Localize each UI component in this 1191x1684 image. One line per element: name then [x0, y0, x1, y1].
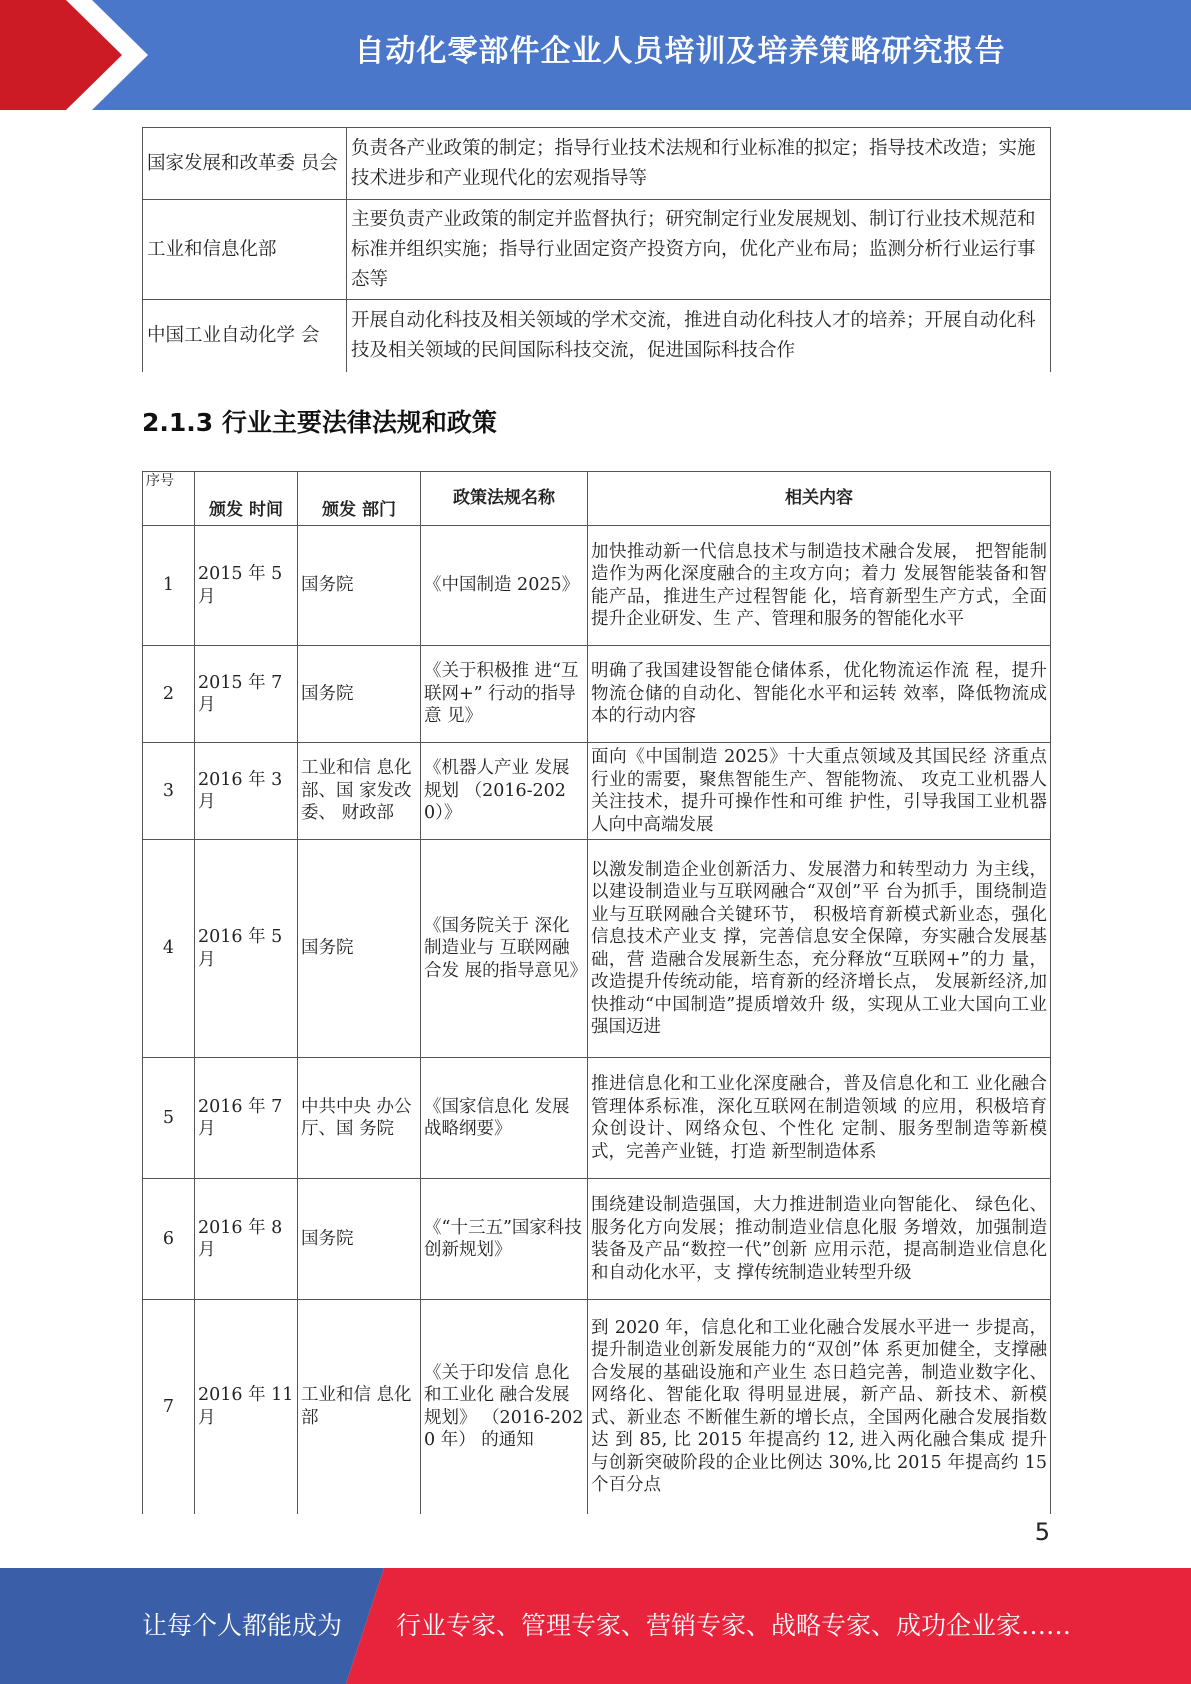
footer-slogan-left: 让每个人都能成为 [142, 1611, 343, 1640]
table-row [143, 1179, 1051, 1300]
table-row [143, 646, 1051, 743]
duty-cell: 负责各产业政策的制定；指导行业技术法规和行业标准的拟定；指导技术改造；实施技术进步和产业现代化的宏观指导等 [347, 128, 1051, 200]
header-seq: 序号 [143, 472, 195, 526]
row-number: 6 [143, 1179, 195, 1300]
header-name: 政策法规名称 [421, 472, 588, 526]
row-number: 7 [143, 1300, 195, 1514]
header-content: 相关内容 [588, 472, 1051, 526]
org-cell: 工业和信息化部 [143, 200, 347, 300]
table-header-row [143, 472, 1051, 526]
org-cell: 国家发展和改革委 员会 [143, 128, 347, 200]
row-content: 到 2020 年，信息化和工业化融合发展水平进一 步提高，提升制造业创新发展能力的“双创”体 系更加健全，支撑融合发展的基础设施和产业生 态日趋完善，制造业数字化、网络化、智能化取 得明显进展，新产品、新技术、新模式、新业态 不断催生新的增长点，全国两化融合发展指数达 到 85, 比 2015 年提高约 12, 进入两化融合集成 提升与创新突破阶段的企业比例达 30%,比 2015 年提高约 15 个百分点 [588, 1300, 1051, 1514]
row-time: 2016 年 3 月 [195, 743, 298, 840]
row-number: 5 [143, 1058, 195, 1179]
footer-slogan-right: 行业专家、管理专家、营销专家、战略专家、成功企业家…… [396, 1611, 1072, 1640]
row-time: 2015 年 7 月 [195, 646, 298, 743]
table-row [143, 743, 1051, 840]
table-row [143, 300, 1051, 372]
row-dept: 工业和信 息化部 [298, 1300, 421, 1514]
row-time: 2016 年 11 月 [195, 1300, 298, 1514]
table-row [143, 840, 1051, 1058]
row-time: 2015 年 5 月 [195, 526, 298, 646]
table-row [143, 1300, 1051, 1514]
section-heading: 2.1.3 行业主要法律法规和政策 [142, 408, 497, 437]
row-dept: 中共中央 办公厅、国 务院 [298, 1058, 421, 1179]
row-name: 《关于印发信 息化和工业化 融合发展规划》 （2016-2020 年） 的通知 [421, 1300, 588, 1514]
row-dept: 国务院 [298, 1179, 421, 1300]
row-content: 明确了我国建设智能仓储体系，优化物流运作流 程，提升物流仓储的自动化、智能化水平和运转 效率，降低物流成本的行动内容 [588, 646, 1051, 743]
page-footer [0, 1568, 1191, 1684]
responsibility-table [142, 127, 1051, 372]
header-time: 颁发 时间 [195, 472, 298, 526]
row-content: 面向《中国制造 2025》十大重点领域及其国民经 济重点行业的需要，聚焦智能生产、智能物流、 攻克工业机器人关注技术，提升可操作性和可维 护性，引导我国工业机器人向中高端发展 [588, 743, 1051, 840]
row-name: 《“十三五”国家科技创新规划》 [421, 1179, 588, 1300]
header-dept: 颁发 部门 [298, 472, 421, 526]
table-row [143, 1058, 1051, 1179]
row-dept: 国务院 [298, 646, 421, 743]
row-name: 《机器人产业 发展规划 （2016-2020）》 [421, 743, 588, 840]
org-cell: 中国工业自动化学 会 [143, 300, 347, 372]
duty-cell: 主要负责产业政策的制定并监督执行；研究制定行业发展规划、制订行业技术规范和标准并组织实施；指导行业固定资产投资方向，优化产业布局；监测分析行业运行事态等 [347, 200, 1051, 300]
duty-cell: 开展自动化科技及相关领域的学术交流，推进自动化科技人才的培养；开展自动化科技及相关领域的民间国际科技交流，促进国际科技合作 [347, 300, 1051, 372]
table-row [143, 200, 1051, 300]
row-dept: 工业和信 息化部、国 家发改委、 财政部 [298, 743, 421, 840]
row-name: 《中国制造 2025》 [421, 526, 588, 646]
table-row [143, 526, 1051, 646]
table-row [143, 128, 1051, 200]
row-content: 以激发制造企业创新活力、发展潜力和转型动力 为主线，以建设制造业与互联网融合“双创”平 台为抓手，围绕制造业与互联网融合关键环节， 积极培育新模式新业态，强化信息技术产业支 撑，完善信息安全保障，夯实融合发展基础，营 造融合发展新生态，充分释放“互联网+”的力 量，改造提升传统动能，培育新的经济增长点， 发展新经济,加快推动“中国制造”提质增效升 级，实现从工业大国向工业强国迈进 [588, 840, 1051, 1058]
row-time: 2016 年 8 月 [195, 1179, 298, 1300]
row-time: 2016 年 5 月 [195, 840, 298, 1058]
row-content: 加快推动新一代信息技术与制造技术融合发展， 把智能制造作为两化深度融合的主攻方向；着力 发展智能装备和智能产品，推进生产过程智能 化，培育新型生产方式，全面提升企业研发、生 产、管理和服务的智能化水平 [588, 526, 1051, 646]
row-name: 《国家信息化 发展战略纲要》 [421, 1058, 588, 1179]
row-number: 1 [143, 526, 195, 646]
row-dept: 国务院 [298, 840, 421, 1058]
row-number: 2 [143, 646, 195, 743]
row-number: 3 [143, 743, 195, 840]
policy-table [142, 471, 1051, 1514]
page-number: 5 [1034, 1518, 1050, 1546]
row-name: 《国务院关于 深化制造业与 互联网融合发 展的指导意见》 [421, 840, 588, 1058]
chevron-logo-icon [0, 0, 160, 110]
page-header [0, 0, 1191, 110]
row-dept: 国务院 [298, 526, 421, 646]
report-title: 自动化零部件企业人员培训及培养策略研究报告 [354, 34, 1006, 69]
row-number: 4 [143, 840, 195, 1058]
row-time: 2016 年 7 月 [195, 1058, 298, 1179]
row-name: 《关于积极推 进“互联网+” 行动的指导意 见》 [421, 646, 588, 743]
row-content: 推进信息化和工业化深度融合，普及信息化和工 业化融合管理体系标准，深化互联网在制造领域 的应用，积极培育众创设计、网络众包、个性化 定制、服务型制造等新模式，完善产业链，打造 新型制造体系 [588, 1058, 1051, 1179]
row-content: 围绕建设制造强国，大力推进制造业向智能化、 绿色化、服务化方向发展；推动制造业信息化服 务增效，加强制造装备及产品“数控一代”创新 应用示范，提高制造业信息化和自动化水平，支 撑传统制造业转型升级 [588, 1179, 1051, 1300]
